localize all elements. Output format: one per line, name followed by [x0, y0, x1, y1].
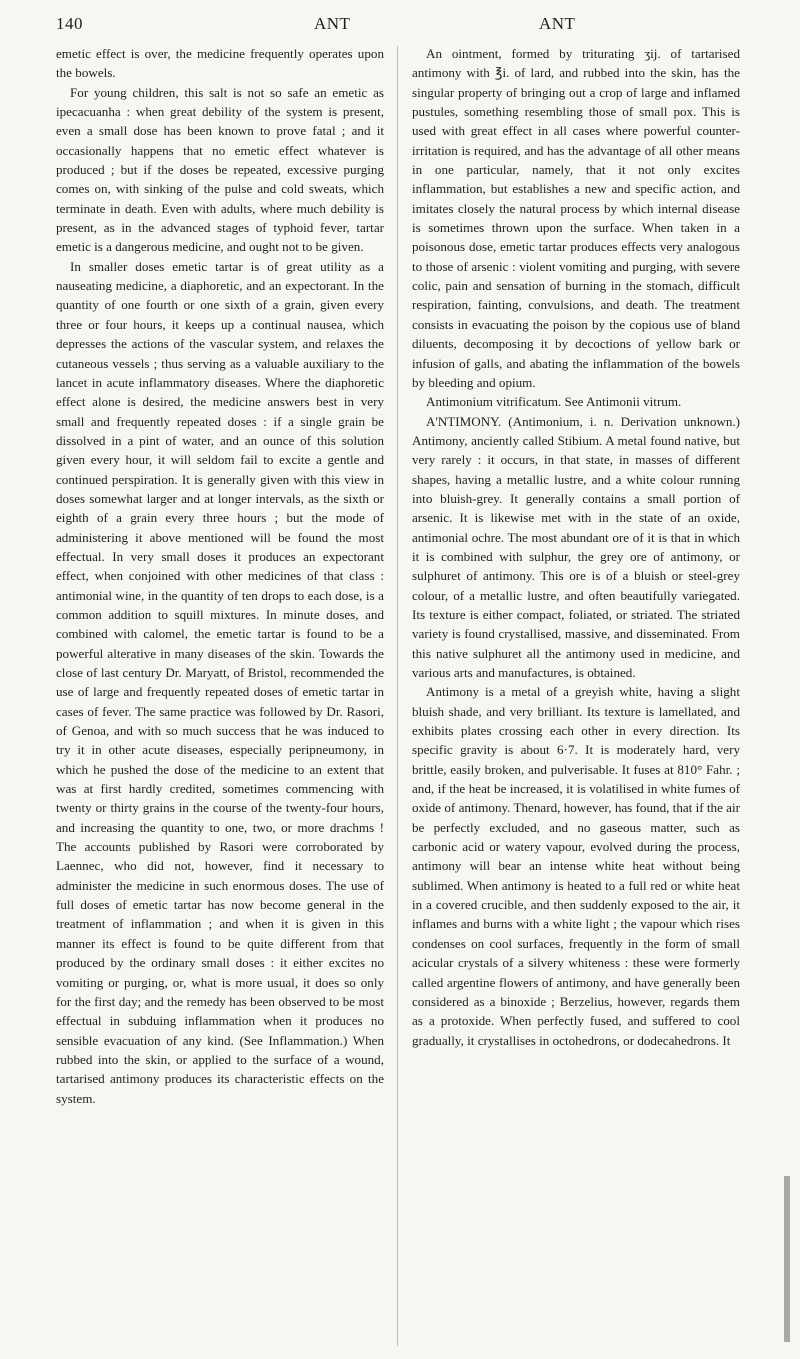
page-number: 140 [56, 14, 83, 33]
left-running-title: ANT [314, 14, 351, 33]
column-divider [397, 46, 398, 1346]
paragraph: In smaller doses emetic tartar is of great utility as a nauseating medicine, a diaphoretic, and an expectorant. In the quantity of one fourth or one sixth of a grain, given every three or four hours, it keeps up a continual nausea, which depresses the actions of the vascular system, and relaxes the cutaneous vessels ; thus serving as a valuable auxiliary to the lancet in acute inflammatory diseases. Where the diaphoretic effect alone is desired, the medicine answers best in very small and frequently repeated doses : if a single grain be dissolved in a pint of water, and an ounce of this solution given every hour, it will seldom fail to excite a gentle and continued perspiration. It is generally given with this view in doses somewhat larger and at longer intervals, as the sixth or eighth of a grain every three hours ; but the mode of administering it above mentioned will be found the most effectual. In very small doses it produces an expectorant effect, when conjoined with other medicines of that class : antimonial wine, in the quantity of ten drops to each dose, is a common addition to squill mixtures. In minute doses, and combined with calomel, the emetic tartar is found to be a powerful alterative in many diseases of the skin. Towards the close of last century Dr. Maryatt, of Bristol, recommended the use of large and frequently repeated doses of emetic tartar in cases of fever. The same practice was followed by Dr. Rasori, of Genoa, and with so much success that he was induced to try it in other acute diseases, especially peripneumony, in which he pushed the dose of the medicine to an extent that was at first hardly credited, sometimes commencing with twenty or thirty grains in the course of the twenty-four hours, and increasing the quantity to one, two, or more drachms ! The accounts published by Rasori were corroborated by Laennec, who did not, however, find it necessary to administer the medicine in such enormous doses. The use of full doses of emetic tartar has now become general in the treatment of inflammation ; and when it is given in this manner its effect is found to be quite different from that produced by the ordinary small doses : it either excites no vomiting or purging, or, what is more usual, it does so only for the first day; and the remedy has been observed to be most effectual in subduing inflammation when it produces no sensible evacuation of any kind. (See Inflammation.) When rubbed into the skin, or applied to the surface of a wound, tartarised antimony produces its characteristic effects on the system. [56, 258, 384, 1106]
right-running-title: ANT [539, 14, 576, 33]
running-header [56, 14, 736, 36]
page-edge-shadow [784, 1176, 790, 1342]
paragraph: For young children, this salt is not so safe an emetic as ipecacuanha : when great debility of the system is present, even a small dose has been known to prove fatal ; and it occasionally happens that no emetic effect whatever is produced ; but if the doses be repeated, excessive purging comes on, with sinking of the pulse and cold sweats, which terminate in death. Even with adults, where much debility is present, as in the advanced stages of typhoid fever, tartar emetic is a dangerous medicine, and ought not to be given. [56, 84, 384, 255]
left-column [56, 44, 384, 1108]
paragraph: Antimonium vitrificatum. See Antimonii vitrum. [426, 394, 682, 410]
dictionary-entry-antimony: A'NTIMONY. (Antimonium, i. n. Derivation unknown.) Antimony, anciently called Stibium. A metal found native, but very rarely : it occurs, in that state, in masses of different shapes, having a metallic lustre, and a white colour running into bluish-grey. It generally contains a small portion of arsenic. It is likewise met with in the state of an oxide, antimonial ochre. The most abundant ore of it is that in which it is combined with sulphur, the grey ore of antimony, or sulphuret of antimony. This ore is of a bluish or steel-grey colour, of a metallic lustre, and often beautifully variegated. Its texture is either compact, foliated, or striated. The striated variety is found crystallised, massive, and disseminated. From this native sulphuret all the antimony used in medicine, and various arts and manufactures, is obtained. [412, 413, 740, 680]
paragraph: An ointment, formed by triturating ʒij. of tartarised antimony with ℥i. of lard, and rubbed into the skin, has the singular property of bringing out a crop of large and inflamed pustules, something resembling those of small pox. This is used with great effect in all cases where powerful counter-irritation is required, and has the advantage of all other means in one particular, namely, that it not only excites inflammation, but establishes a new and specific action, and imitates closely the natural process by which internal disease is sometimes thrown upon the surface. When taken in a poisonous dose, emetic tartar produces effects very analogous to those of arsenic : violent vomiting and purging, with severe colic, pain and sensation of burning in the stomach, difficult respiration, fainting, convulsions, and death. The treatment consists in evacuating the poison by the copious use of bland diluents, decomposing it by decoctions of yellow bark or infusion of galls, and abating the inflammation of the bowels by bleeding and opium. [412, 46, 740, 390]
paragraph: Antimony is a metal of a greyish white, having a slight bluish shade, and very brilliant. Its texture is lamellated, and exhibits plates crossing each other in every direction. Its specific gravity is about 6·7. It is moderately hard, very brittle, easily broken, and pulverisable. It fuses at 810° Fahr. ; and, if the heat be increased, it is volatilised in white fumes of oxide of antimony. Thenard, however, has found, that if the air be perfectly excluded, and no gaseous matter, such as carbonic acid or watery vapour, evolved during the process, antimony will bear an intense white heat without being sublimed. When antimony is heated to a full red or white heat in a covered crucible, and then suddenly exposed to the air, it inflames and burns with a white light ; the vapour which rises condenses on cool surfaces, frequently in the form of small acicular crystals of a silvery whiteness : these were formerly called argentine flowers of antimony, and have generally been considered as a binoxide ; Berzelius, however, regards them as a protoxide. When perfectly fused, and suffered to cool gradually, it crystallises in octohedrons, or dodecahedrons. It [412, 684, 740, 1048]
right-column [412, 44, 740, 1050]
paragraph: emetic effect is over, the medicine frequently operates upon the bowels. [56, 46, 384, 81]
